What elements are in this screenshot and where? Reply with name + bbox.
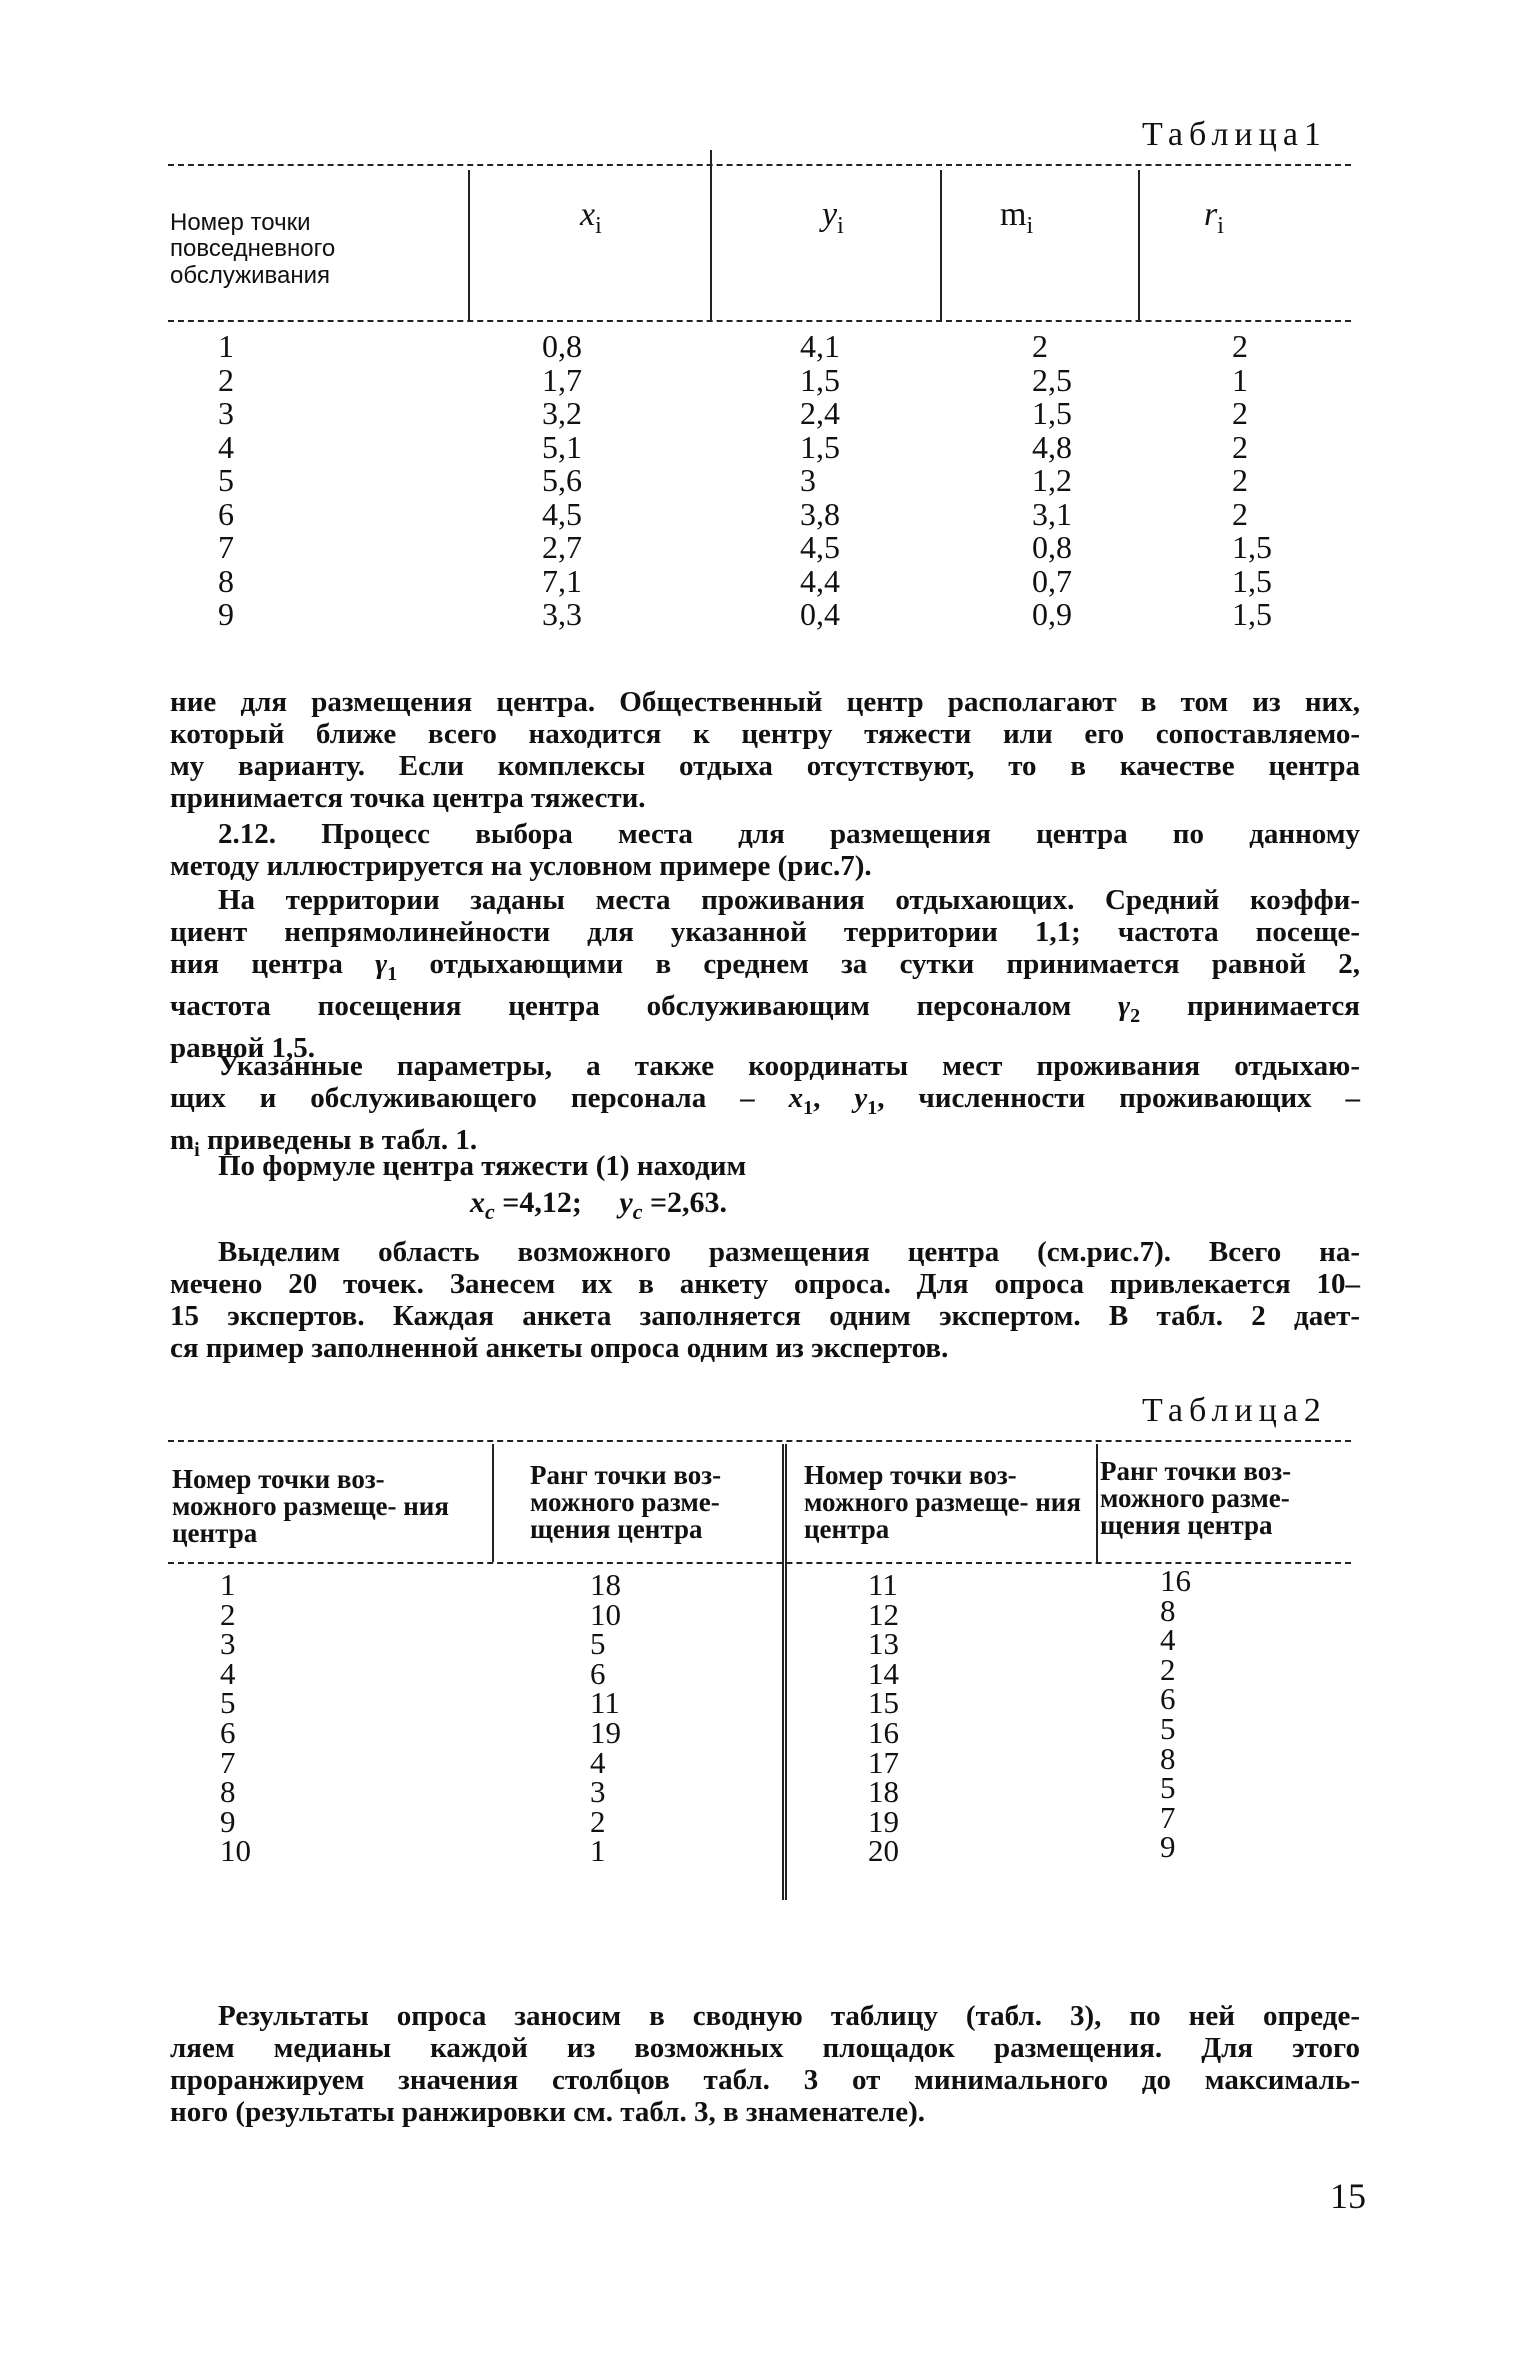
table2-cell-num: 3 xyxy=(220,1626,236,1662)
body-paragraph-5: По формуле центра тяжести (1) находим xyxy=(218,1150,747,1182)
table1-cell-r: 2 xyxy=(1232,328,1248,364)
body-paragraph-3: На территории заданы места проживания отдыхающих. Средний коэффи- циент непрямолинейности для указанной территории 1,1; частота посеще- ния центра $\gamma_1$ отдыхающими в среднем за сутки принимается равной 2, частота посещения центра обслуживающим персоналом $\gamma_2$ принимается равной 1,5. xyxy=(170,884,1361,1064)
table1-cell-y: 4,4 xyxy=(800,562,840,599)
table2-cell-rank: 5 xyxy=(1160,1710,1176,1746)
table1-header-r: $r_i$ xyxy=(1204,196,1224,239)
table1-divider xyxy=(710,150,712,320)
table1-header-m: $m_i$ xyxy=(1000,196,1034,239)
table1-cell-num: 1 xyxy=(218,328,234,364)
table1-divider xyxy=(1138,170,1140,320)
table1-cell-m: 4,8 xyxy=(1032,428,1072,465)
table2-cell-rank: 3 xyxy=(590,1774,606,1810)
table2-cell-num: 18 xyxy=(868,1774,899,1810)
table2-cell-num: 4 xyxy=(220,1655,236,1691)
table2-caption: Таблица2 xyxy=(1142,1392,1327,1429)
table1-cell-m: 1,5 xyxy=(1032,395,1072,431)
table2-cell-num: 1 xyxy=(220,1567,236,1602)
table2-cell-rank: 10 xyxy=(590,1596,621,1632)
table1-cell-m: 1,2 xyxy=(1032,462,1072,498)
table2-col-num1 xyxy=(220,1567,251,1869)
table2-cell-rank: 16 xyxy=(1160,1563,1191,1598)
table2-cell-rank: 5 xyxy=(590,1626,606,1662)
table2-cell-rank: 6 xyxy=(1160,1681,1176,1717)
table1-cell-r: 1,5 xyxy=(1232,596,1272,632)
table2-divider xyxy=(492,1444,494,1562)
table2-top-rule xyxy=(168,1440,1351,1442)
table1-caption: Таблица1 xyxy=(1142,116,1327,153)
table1-cell-y: 1,5 xyxy=(800,428,840,465)
table2-cell-rank: 11 xyxy=(590,1685,620,1721)
table1-cell-m: 3,1 xyxy=(1032,495,1072,532)
table1-divider xyxy=(940,170,942,320)
table2-cell-rank: 19 xyxy=(590,1714,621,1750)
body-paragraph-2: 2.12. Процесс выбора места для размещения центра по данному методу иллюстрируется на условном примере (рис.7). xyxy=(170,818,1360,882)
table1-cell-m: 0,7 xyxy=(1032,562,1072,599)
table1-cell-y: 4,1 xyxy=(800,328,840,364)
table1-cell-num: 6 xyxy=(218,495,234,532)
table2-divider xyxy=(1096,1444,1098,1562)
table2-cell-num: 17 xyxy=(868,1744,899,1780)
table1-cell-r: 1 xyxy=(1232,361,1248,398)
table1-cell-x: 1,7 xyxy=(542,361,582,398)
table2-cell-num: 12 xyxy=(868,1596,899,1632)
table2-cell-num: 11 xyxy=(868,1567,898,1602)
table2-cell-rank: 9 xyxy=(1160,1829,1176,1865)
closing-paragraph: Результаты опроса заносим в сводную таблицу (табл. 3), по ней опреде- ляем медианы каждой из возможных площадок размещения. Для этого проранжируем значения столбцов табл. 3 от минимального до максималь- ного (результаты ранжировки см. табл. 3, в знаменателе). xyxy=(170,2000,1360,2128)
body-paragraph-6: Выделим область возможного размещения центра (см.рис.7). Всего на- мечено 20 точек. Занесем их в анкету опроса. Для опроса привлекается 10– 15 экспертов. Каждая анкета заполняется одним экспертом. В табл. 2 дает- ся пример заполненной анкеты опроса одним из экспертов. xyxy=(170,1236,1360,1364)
table2-cell-rank: 8 xyxy=(1160,1592,1176,1628)
table2-cell-num: 14 xyxy=(868,1655,899,1691)
table1-header-rule xyxy=(168,320,1351,322)
table2-cell-rank: 4 xyxy=(590,1744,606,1780)
gamma-1-symbol: $\gamma_1$ xyxy=(375,948,398,985)
table1-col-num xyxy=(218,330,234,632)
table2-cell-num: 5 xyxy=(220,1685,236,1721)
table1-cell-r: 2 xyxy=(1232,462,1248,498)
gamma-2-symbol: $\gamma_2$ xyxy=(1118,989,1141,1027)
table1-cell-y: 3 xyxy=(800,462,816,498)
table1-cell-num: 9 xyxy=(218,596,234,632)
table2-cell-num: 19 xyxy=(868,1803,899,1839)
body-paragraph-4: Указанные параметры, а также координаты мест проживания отдыхаю- щих и обслуживающего персонала – $x_1$, $y_1$, численности проживающих – $m_i$ приведены в табл. 1. xyxy=(170,1050,1361,1161)
table2-cell-rank: 8 xyxy=(1160,1740,1176,1776)
table2-cell-num: 10 xyxy=(220,1833,251,1869)
table2-cell-rank: 4 xyxy=(1160,1622,1176,1658)
table1-cell-y: 3,8 xyxy=(800,495,840,532)
table1-col-x xyxy=(542,330,582,632)
table1-cell-x: 2,7 xyxy=(542,529,582,565)
table2-double-divider xyxy=(782,1444,787,1900)
table1-cell-x: 4,5 xyxy=(542,495,582,532)
table2-cell-num: 9 xyxy=(220,1803,236,1839)
table1-header-x: $x_i$ xyxy=(580,196,602,239)
table1-cell-y: 2,4 xyxy=(800,395,840,431)
table2-cell-rank: 1 xyxy=(590,1833,606,1869)
table2-cell-num: 16 xyxy=(868,1714,899,1750)
table2-col-num2 xyxy=(868,1567,899,1869)
table2-header-1: Номер точки воз- можного размеще- ния центра xyxy=(172,1464,449,1548)
table1-cell-x: 3,2 xyxy=(542,395,582,431)
table1-cell-y: 1,5 xyxy=(800,361,840,398)
table1-cell-x: 3,3 xyxy=(542,596,582,632)
table2-cell-rank: 5 xyxy=(1160,1770,1176,1806)
page-number: 15 xyxy=(1330,2176,1366,2216)
table2-cell-rank: 7 xyxy=(1160,1799,1176,1835)
table1-col-y xyxy=(800,330,840,632)
table1-col-m xyxy=(1032,330,1072,632)
table1-cell-num: 4 xyxy=(218,428,234,465)
table1-cell-m: 0,9 xyxy=(1032,596,1072,632)
table1-cell-y: 4,5 xyxy=(800,529,840,565)
table2-cell-num: 15 xyxy=(868,1685,899,1721)
table2-cell-num: 20 xyxy=(868,1833,899,1869)
table2-cell-rank: 2 xyxy=(1160,1651,1176,1687)
table1-cell-x: 5,6 xyxy=(542,462,582,498)
table1-col-r xyxy=(1232,330,1272,632)
table1-divider xyxy=(468,170,470,320)
table1-cell-r: 1,5 xyxy=(1232,529,1272,565)
table1-cell-m: 0,8 xyxy=(1032,529,1072,565)
table1-cell-y: 0,4 xyxy=(800,596,840,632)
table2-cell-rank: 18 xyxy=(590,1567,621,1602)
table1-cell-r: 2 xyxy=(1232,428,1248,465)
table2-cell-num: 6 xyxy=(220,1714,236,1750)
table1-header-point: Номер точки повседневного обслуживания xyxy=(170,209,336,289)
table1-cell-x: 5,1 xyxy=(542,428,582,465)
table1-cell-x: 0,8 xyxy=(542,328,582,364)
table2-cell-num: 13 xyxy=(868,1626,899,1662)
table2-header-2: Ранг точки воз- можного разме- щения центра xyxy=(530,1460,722,1544)
body-paragraph-1: ние для размещения центра. Общественный центр располагают в том из них, который ближе всего находится к центру тяжести или его сопоставляемо- му варианту. Если комплексы отдыха отсутствуют, то в качестве центра принимается точка центра тяжести. xyxy=(170,686,1360,814)
table2-cell-rank: 6 xyxy=(590,1655,606,1691)
table1-cell-r: 2 xyxy=(1232,495,1248,532)
table2-cell-rank: 2 xyxy=(590,1803,606,1839)
table1-cell-r: 2 xyxy=(1232,395,1248,431)
table1-cell-m: 2 xyxy=(1032,328,1048,364)
table1-cell-r: 1,5 xyxy=(1232,562,1272,599)
table2-header-3: Номер точки воз- можного размеще- ния центра xyxy=(804,1460,1081,1544)
table2-col-rank1 xyxy=(590,1567,621,1869)
table1-header-y: $y_i$ xyxy=(822,196,844,239)
table1-cell-num: 8 xyxy=(218,562,234,599)
table1-top-rule xyxy=(168,164,1351,166)
table2-cell-num: 7 xyxy=(220,1744,236,1780)
table2-header-4: Ранг точки воз- можного разме- щения центра xyxy=(1100,1456,1292,1540)
table1-cell-num: 3 xyxy=(218,395,234,431)
table1-cell-m: 2,5 xyxy=(1032,361,1072,398)
table2-cell-num: 8 xyxy=(220,1774,236,1810)
table1-cell-num: 7 xyxy=(218,529,234,565)
table1-cell-x: 7,1 xyxy=(542,562,582,599)
center-of-gravity-formula: $x_c =4,12$; $y_c =2,63$. xyxy=(470,1186,728,1224)
table2-cell-num: 2 xyxy=(220,1596,236,1632)
table2-col-rank2 xyxy=(1160,1563,1191,1865)
table1-cell-num: 5 xyxy=(218,462,234,498)
table1-cell-num: 2 xyxy=(218,361,234,398)
